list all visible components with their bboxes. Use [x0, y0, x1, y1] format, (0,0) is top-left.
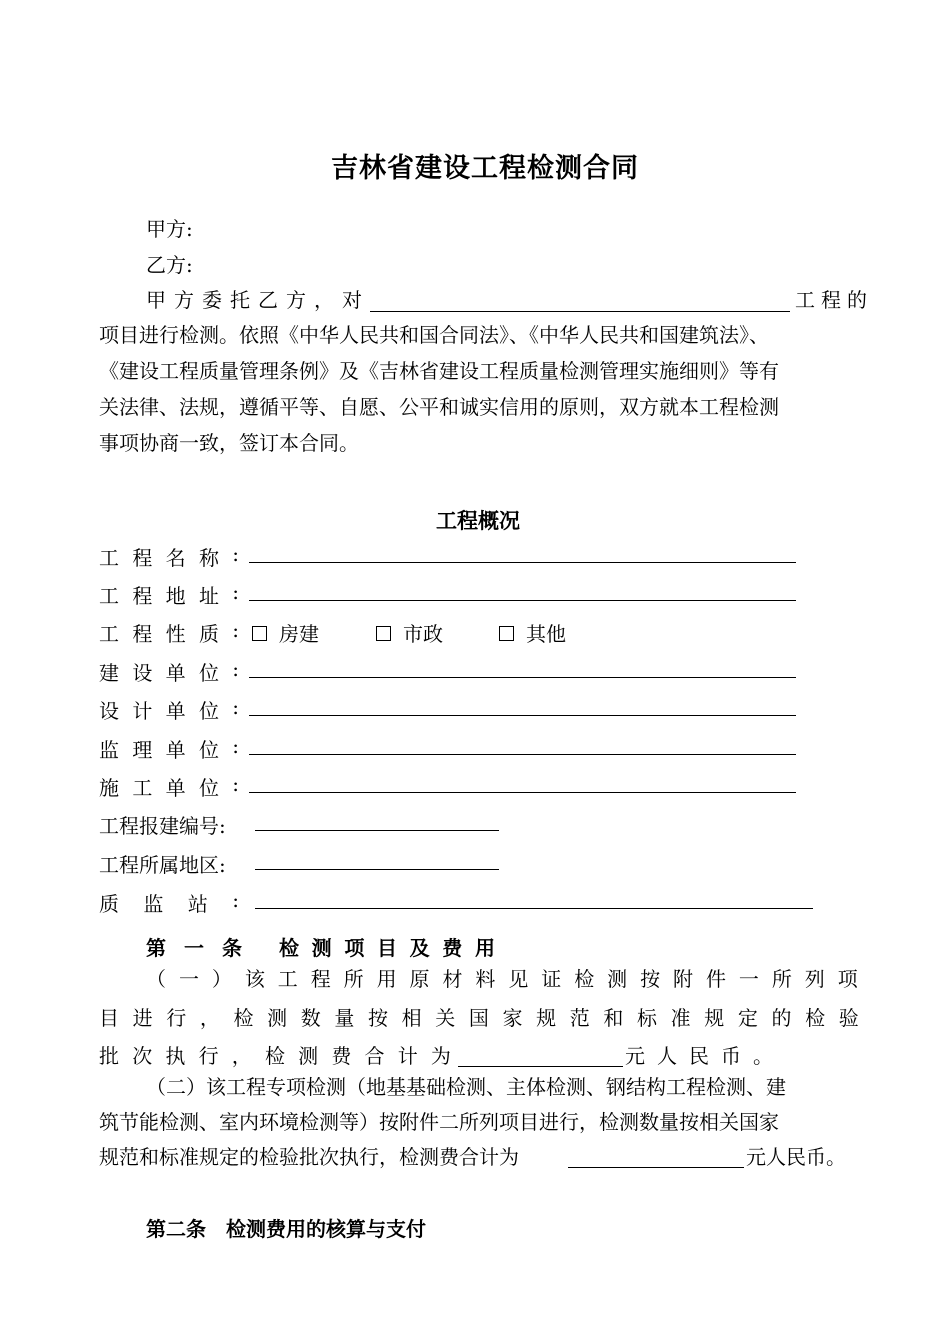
field-region-label: 工程所属地区: — [99, 853, 226, 877]
nature-option-municipal-label: 市政 — [403, 622, 443, 646]
article-1-p2-line-1: （二）该工程专项检测（地基基础检测、主体检测、钢结构工程检测、建 — [146, 1075, 786, 1099]
intro-line-1-end — [795, 290, 867, 310]
field-contractor-label — [99, 772, 239, 801]
nature-option-other[interactable] — [499, 618, 566, 647]
nature-option-housing-label: 房建 — [279, 622, 319, 646]
article-1-p1-line-2-text: 目 进 行 ， 检 测 数 量 按 相 关 国 家 规 范 和 标 准 规 定 的 检 验 — [99, 1006, 859, 1030]
party-a-label: 甲方: — [146, 217, 193, 241]
article-1-number — [146, 932, 242, 961]
field-region-blank[interactable] — [255, 869, 499, 870]
checkbox-other[interactable] — [499, 626, 514, 641]
article-1-fee-1-blank[interactable] — [458, 1066, 623, 1067]
intro-line-5: 事项协商一致，签订本合同。 — [99, 431, 359, 455]
overview-heading: 工程概况 — [436, 509, 520, 533]
document-title: 吉林省建设工程检测合同 — [331, 153, 639, 184]
field-contractor-text: 施 工 单 位 : — [99, 772, 239, 800]
article-1-p1-line-3-start — [99, 1046, 451, 1066]
field-project-address-blank[interactable] — [249, 600, 796, 601]
intro-project-blank[interactable] — [370, 311, 790, 312]
intro-line-1-start-text: 甲 方 委 托 乙 方 ， 对 — [146, 288, 362, 312]
field-station-text: 质 监 站 : — [99, 888, 239, 916]
field-builder-blank[interactable] — [249, 677, 796, 678]
article-1-p1-line-3-end — [625, 1046, 773, 1066]
article-1-fee-2-blank[interactable] — [568, 1167, 744, 1168]
field-supervisor-blank[interactable] — [249, 754, 796, 755]
field-report-no-label: 工程报建编号: — [99, 814, 226, 838]
article-1-p1-line-1-text: （ 一 ） 该 工 程 所 用 原 材 料 见 证 检 测 按 附 件 一 所 列 项 — [146, 967, 858, 991]
field-project-address-label — [99, 580, 239, 609]
field-station-label — [99, 888, 239, 917]
checkbox-housing[interactable] — [252, 626, 267, 641]
field-project-nature-text: 工 程 性 质 : — [99, 618, 239, 646]
intro-line-2: 项目进行检测。依照《中华人民共和国合同法》、《中华人民共和国建筑法》、 — [99, 323, 769, 347]
field-project-name-blank[interactable] — [249, 562, 796, 563]
intro-line-1-start — [146, 290, 366, 310]
field-contractor-blank[interactable] — [249, 792, 796, 793]
field-project-name-label — [99, 542, 239, 571]
article-1-p2-line-3-end: 元人民币。 — [746, 1145, 846, 1169]
checkbox-municipal[interactable] — [376, 626, 391, 641]
field-project-nature-label — [99, 618, 239, 647]
article-1-number-text: 第 一 条 — [146, 936, 242, 960]
article-1-p1-line-3-start-text: 批 次 执 行 ， 检 测 费 合 计 为 — [99, 1044, 451, 1068]
article-1-p1-line-1 — [146, 969, 858, 989]
article-1-p1-line-3-end-text: 元 人 民 币 。 — [625, 1044, 773, 1068]
field-supervisor-label — [99, 734, 239, 763]
intro-line-4: 关法律、法规，遵循平等、自愿、公平和诚实信用的原则，双方就本工程检测 — [99, 395, 779, 419]
article-1-p2-line-3-start: 规范和标准规定的检验批次执行，检测费合计为 — [99, 1145, 519, 1169]
field-project-address-text: 工 程 地 址 : — [99, 580, 239, 608]
field-supervisor-text: 监 理 单 位 : — [99, 734, 239, 762]
nature-option-municipal[interactable] — [376, 618, 443, 647]
field-builder-label — [99, 657, 239, 686]
article-1-title-text: 检 测 项 目 及 费 用 — [279, 936, 495, 960]
field-designer-label — [99, 695, 239, 724]
field-station-blank[interactable] — [255, 908, 813, 909]
intro-line-3: 《建设工程质量管理条例》及《吉林省建设工程质量检测管理实施细则》等有 — [99, 359, 779, 383]
article-1-title — [279, 932, 495, 961]
field-report-no-blank[interactable] — [255, 830, 499, 831]
nature-option-housing[interactable] — [252, 618, 319, 647]
article-1-p2-line-2: 筑节能检测、室内环境检测等）按附件二所列项目进行，检测数量按相关国家 — [99, 1110, 779, 1134]
article-1-p1-line-2 — [99, 1008, 859, 1028]
article-2-heading: 第二条 检测费用的核算与支付 — [146, 1217, 426, 1241]
party-b-label: 乙方: — [146, 253, 193, 277]
field-project-name-text: 工 程 名 称 : — [99, 542, 239, 570]
nature-option-other-label: 其他 — [526, 622, 566, 646]
field-designer-blank[interactable] — [249, 715, 796, 716]
field-designer-text: 设 计 单 位 : — [99, 695, 239, 723]
field-builder-text: 建 设 单 位 : — [99, 657, 239, 685]
intro-line-1-end-text: 工 程 的 — [795, 288, 867, 312]
